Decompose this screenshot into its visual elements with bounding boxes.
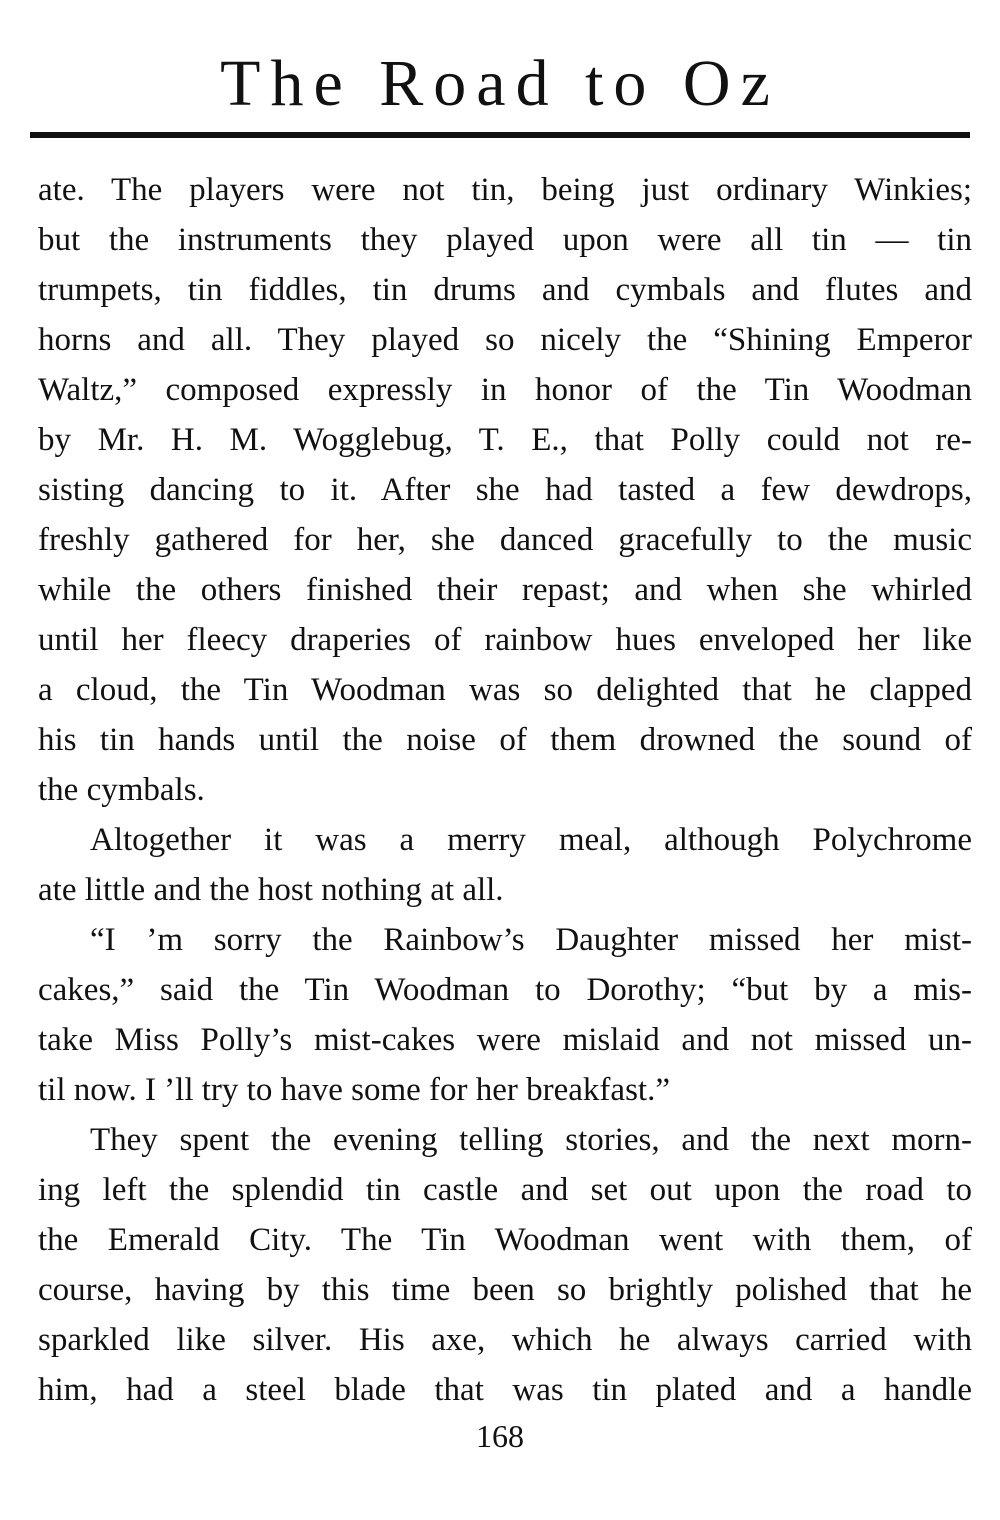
text-line: ate. The players were not tin, being just ordinary Winkies; — [38, 172, 972, 208]
text-line: ate little and the host nothing at all. — [38, 872, 504, 908]
text-line: but the instruments they played upon were all tin — tin — [38, 222, 972, 258]
running-head-title: The Road to Oz — [220, 47, 780, 120]
text-line: while the others finished their repast; and when she whirled — [38, 572, 972, 608]
paragraph-start-line: Altogether it was a merry meal, although Polychrome — [90, 822, 972, 858]
text-line: a cloud, the Tin Woodman was so delighted that he clapped — [38, 672, 972, 708]
text-line: the Emerald City. The Tin Woodman went with them, of — [38, 1222, 972, 1258]
text-line: him, had a steel blade that was tin plated and a handle — [38, 1372, 972, 1408]
text-line: freshly gathered for her, she danced gracefully to the music — [38, 522, 972, 558]
text-line: take Miss Polly’s mist-cakes were mislaid and not missed un- — [38, 1022, 972, 1058]
text-line: his tin hands until the noise of them drowned the sound of — [38, 722, 972, 758]
paragraph-start-line: “I ’m sorry the Rainbow’s Daughter missed her mist- — [90, 922, 972, 958]
text-line: til now. I ’ll try to have some for her breakfast.” — [38, 1072, 670, 1108]
text-line: until her fleecy draperies of rainbow hues enveloped her like — [38, 622, 972, 658]
text-line: sisting dancing to it. After she had tasted a few dewdrops, — [38, 472, 972, 508]
text-line: horns and all. They played so nicely the “Shining Emperor — [38, 322, 972, 358]
text-line: trumpets, tin fiddles, tin drums and cymbals and flutes and — [38, 272, 972, 308]
text-line: by Mr. H. M. Wogglebug, T. E., that Polly could not re- — [38, 422, 972, 458]
text-line: the cymbals. — [38, 772, 205, 808]
page-number: 168 — [476, 1418, 524, 1454]
text-line: ing left the splendid tin castle and set out upon the road to — [38, 1172, 972, 1208]
text-line: sparkled like silver. His axe, which he always carried with — [38, 1322, 972, 1358]
text-line: cakes,” said the Tin Woodman to Dorothy; “but by a mis- — [38, 972, 972, 1008]
text-line: course, having by this time been so brightly polished that he — [38, 1272, 972, 1308]
header-rule — [30, 132, 970, 138]
text-line: Waltz,” composed expressly in honor of the Tin Woodman — [38, 372, 972, 408]
paragraph-start-line: They spent the evening telling stories, and the next morn- — [90, 1122, 972, 1158]
body-text — [38, 165, 972, 1415]
